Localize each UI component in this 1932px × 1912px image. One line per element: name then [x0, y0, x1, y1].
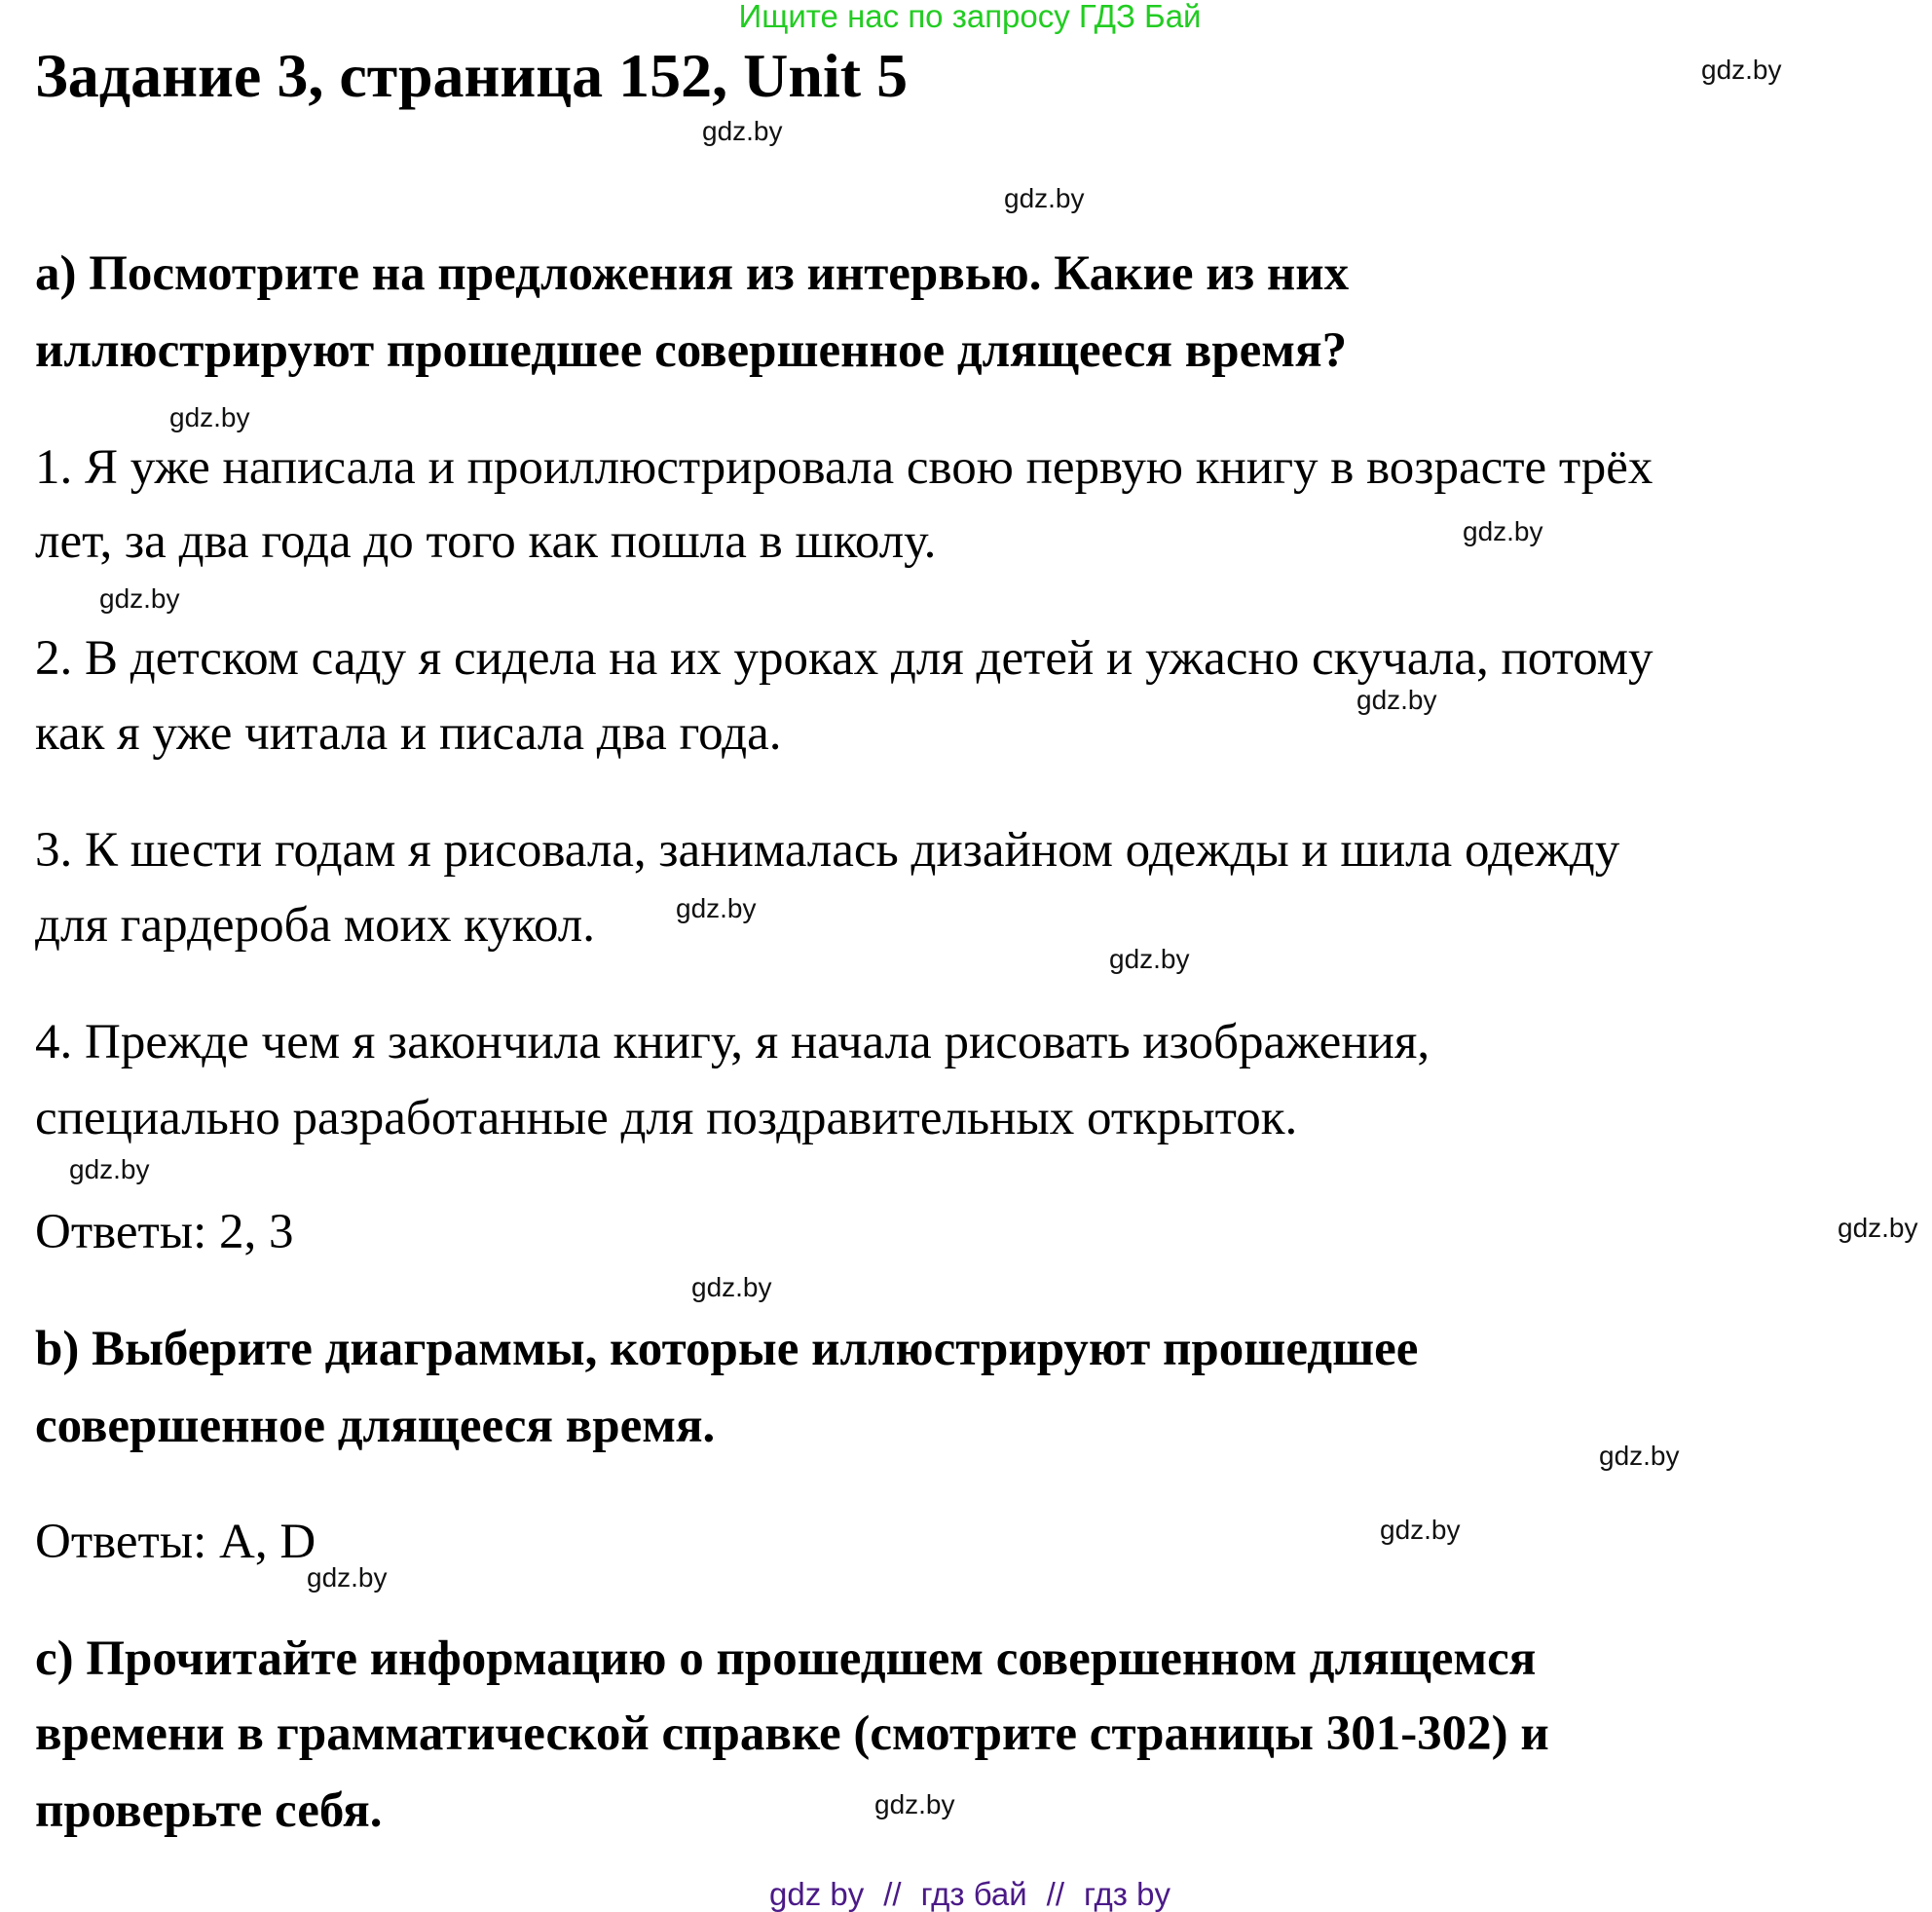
part-a-question: иллюстрируют прошедшее совершенное длящееся время?	[35, 323, 1348, 378]
sentence-2: 2. В детском саду я сидела на их уроках для детей и ужасно скучала, потому	[35, 631, 1653, 686]
part-a-question: a) Посмотрите на предложения из интервью. Какие из них	[35, 246, 1350, 301]
watermark: gdz.by	[99, 583, 180, 614]
page-title: Задание 3, страница 152, Unit 5	[35, 41, 909, 110]
separator: //	[883, 1876, 902, 1912]
watermark: gdz.by	[676, 893, 757, 923]
watermark: gdz.by	[307, 1562, 388, 1593]
sentence-4: 4. Прежде чем я закончила книгу, я начала рисовать изображения,	[35, 1015, 1430, 1069]
watermark: gdz.by	[1463, 516, 1543, 546]
watermark: gdz.by	[169, 402, 250, 432]
part-c-question: c) Прочитайте информацию о прошедшем совершенном длящемся	[35, 1631, 1537, 1686]
watermark: gdz.by	[69, 1154, 150, 1184]
sentence-1: 1. Я уже написала и проиллюстрировала свою первую книгу в возрасте трёх	[35, 440, 1653, 495]
watermark: gdz.by	[1599, 1441, 1680, 1471]
watermark: gdz.by	[1356, 685, 1437, 715]
watermark: gdz.by	[1701, 55, 1782, 85]
sentence-2: как я уже читала и писала два года.	[35, 706, 782, 761]
search-banner: Ищите нас по запросу ГДЗ Бай	[738, 0, 1202, 34]
sentence-3: 3. К шести годам я рисовала, занималась дизайном одежды и шила одежду	[35, 823, 1620, 878]
sentence-4: специально разработанные для поздравительных открыток.	[35, 1091, 1298, 1145]
watermark: gdz.by	[702, 116, 783, 146]
separator: //	[1046, 1876, 1064, 1912]
part-c-question: проверьте себя.	[35, 1783, 383, 1838]
footer-links	[0, 1878, 1932, 1910]
sentence-3: для гардероба моих кукол.	[35, 898, 595, 953]
sentence-1: лет, за два года до того как пошла в школу.	[35, 514, 937, 569]
watermark: gdz.by	[1109, 944, 1190, 974]
part-c-question: времени в грамматической справке (смотрите страницы 301-302) и	[35, 1706, 1549, 1761]
answer-b: Ответы: A, D	[35, 1515, 316, 1569]
footer-link[interactable]: gdz by	[769, 1876, 865, 1912]
answer-a: Ответы: 2, 3	[35, 1205, 294, 1259]
watermark: gdz.by	[1838, 1213, 1918, 1243]
watermark: gdz.by	[691, 1272, 772, 1302]
footer-link[interactable]: гдз бай	[920, 1876, 1027, 1912]
part-b-question: b) Выберите диаграммы, которые иллюстрируют прошедшее	[35, 1322, 1419, 1376]
watermark: gdz.by	[874, 1789, 955, 1819]
watermark: gdz.by	[1004, 183, 1085, 213]
part-b-question: совершенное длящееся время.	[35, 1399, 716, 1453]
footer-link[interactable]: гдз by	[1084, 1876, 1170, 1912]
watermark: gdz.by	[1380, 1515, 1461, 1545]
